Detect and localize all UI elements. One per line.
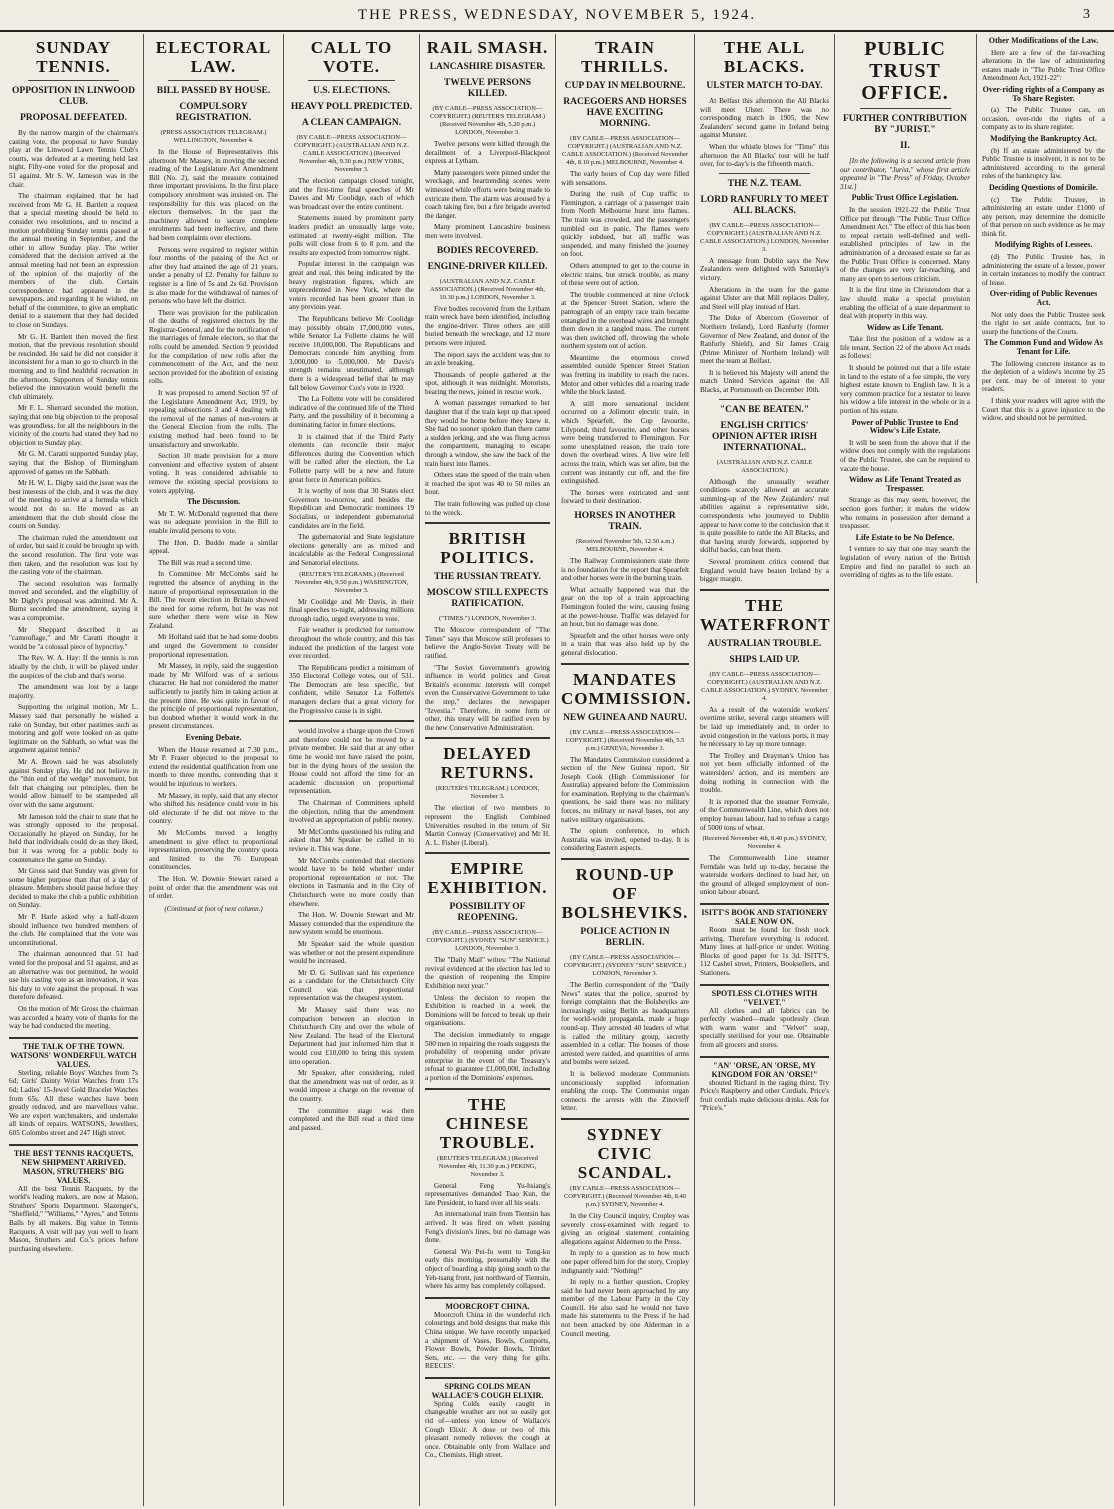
column-electoral-law [144, 34, 284, 1506]
paragraph: The election of two members to represent the English Combined Universities resulted in the return of Sir Martin Conway (Conservative) and Mr H. A. L. Fisher (Liberal). [425, 804, 550, 847]
public-trust-left [840, 34, 977, 583]
paragraph: Many prominent Lancashire business men were involved. [425, 223, 550, 240]
headline: SYDNEY CIVIC SCANDAL. [577, 1124, 673, 1182]
dateline: (BY CABLE—PRESS ASSOCIATION—COPYRIGHT.) (AUSTRALIAN AND N.Z. CABLE ASSOCIATION.) (Received November 4th, 8.10 p.m.) MELBOURNE, November 4. [561, 135, 688, 166]
dateline: (AUSTRALIAN AND N.Z. CABLE ASSOCIATION.) (Received November 4th, 10.30 p.m.) LONDON, November 3. [430, 277, 545, 301]
columns [4, 34, 1110, 1506]
dateline: (BY CABLE—PRESS ASSOCIATION—COPYRIGHT.) (REUTER'S TELEGRAM.) (Received November 4th, 5.20 p.m.) LONDON, November 3. [429, 105, 546, 136]
paragraph: On the motion of Mr Gross the chairman was accorded a hearty vote of thanks for the way he had conducted the meeting. [9, 1005, 138, 1031]
column-all-blacks [695, 34, 835, 1506]
paragraph: would involve a charge upon the Crown and therefore could not be moved by a private member. He said that at any other time he would not have raised the point, but in the dying hours of the session the House could not afford the time for an academic discussion on proportional representation. [289, 727, 414, 796]
continuation-note: (Continued at foot of next column.) [164, 904, 263, 913]
section-heading: Deciding Questions of Domicile. [989, 182, 1098, 192]
subheadline: CUP DAY IN MELBOURNE. [564, 81, 686, 91]
paragraph: Take first the position of a widow as a life tenant. Section 22 of the above Act reads as follows: [840, 335, 970, 361]
column-train-thrills [556, 34, 695, 1506]
headline: THE WATERFRONT [700, 595, 831, 634]
ad-text: All clothes and all fabrics can be perfectly washed—made spotlessly clean with warm water and "Velvet" soap, specially sterilised for your use. Obtainable from all grocers and stores. [700, 1006, 829, 1049]
dateline: (BY CABLE—PRESS ASSOCIATION—COPYRIGHT.) (AUSTRALIAN AND N.Z. CABLE ASSOCIATION.) LONDON, November 3. [700, 221, 829, 253]
subheadline: U.S. ELECTIONS. [312, 86, 391, 96]
paragraph: (b) If an estate administered by the Public Trustee is insolvent, it is not to be administered according to the general rules of the bankruptcy law. [982, 146, 1105, 181]
ad-text: Spring Colds easily caught in changeable weather are not so easily got rid of—unless you know of Wallace's Cough Elixir. A dose or two of this pleasant remedy relieves the cough at once. Obtainable only from Wallace and Co., Chemists, High street. [425, 1399, 550, 1460]
paragraph: Mr F. L. Sherrard seconded the motion, saying that one big objection to the proposal was groundless, for all the neighbours in the vicinity of the courts had stated they had no objection to Sunday play. [9, 404, 138, 447]
paragraph: Thousands of people gathered at the spot, although it was midnight. Motorists, bearing the news, joined in rescue work. [425, 370, 550, 396]
paragraph: It is believed his Majesty will attend the match United Services against the All Blacks, at Portsmouth on December 10th. [700, 368, 829, 395]
dateline: (REUTER'S TELEGRAM.) LONDON, November 3. [435, 785, 540, 801]
subheadline: OPPOSITION IN LINWOOD CLUB. [12, 86, 135, 107]
paragraph: Mr H. W. L. Digby said the issue was the best interests of the club, and it was the duty of the meeting to arrive at a formula which would not do so. He moved as an amendment that the club should close the courts on Sunday. [9, 479, 138, 531]
paragraph: "The Soviet Government's growing influence in world politics and Great Britain's economic interests will compel even the Conservative Government to take the step," declares the newspaper "Izvestia." Therefore, in some form or other, this treaty will be ratified even by the new Conservative Administration. [425, 663, 550, 732]
section-heading: The Common Fund and Widow As Tenant for Life. [984, 338, 1103, 356]
paragraph: Mr McCombs moved a lengthy amendment to give effect to proportional representation, preserving the country quota and limited to the 76 European constituencies. [149, 828, 278, 872]
headline: TRAIN THRILLS. [581, 38, 669, 76]
paragraph: Mr A. Brown said he was absolutely against Sunday play. He did not believe in the "thin end of the wedge" movement, but felt that changing our principles, then he would allow himself to be stampeded all over with the same argument. [9, 757, 138, 809]
headline: ELECTORAL LAW. [155, 38, 272, 76]
subheadline: THE RUSSIAN TREATY. [434, 572, 541, 583]
paragraph: A woman passenger remarked to her daughter that if the train kept up that speed they would be home before they knew it. She had no sooner spoken than there came a sudden jerking, and she was flung across the compartment, managing to escape through a window, she saw the back of the train burst into flames. [425, 399, 550, 468]
paragraph: In reply to a further question, Cropley said he had never been approached by any member of the Labour Party in the City Council. He also said he would not have made his statements to the Press if he had not been attacked by one Alderman in a Council meeting. [561, 1278, 689, 1338]
subheadline: FURTHER CONTRIBUTION BY "JURIST." [843, 114, 967, 135]
ad-text: Room must be found for fresh stock arriving. Therefore everything is reduced. Many lines at half-price or under. Writing Blocks of good paper for 1s 3d. ISITT'S, 112 Cashel street, Printers, Booksellers, and Stationers. [700, 926, 829, 978]
paragraph: The trouble commenced at nine o'clock at the Spencer Street Station, where the pantograph of an empty race train became entangled in the overhead wires and brought them down in a tangled mass. The current was then switched off, throwing the whole northern system out of action. [561, 290, 689, 351]
paragraph: Popular interest in the campaign was great and real, this being indicated by the heavy registration figures, which are unprecedented in New York, where the voters recorded has been greater than in any previous year. [289, 260, 414, 312]
paragraph: The Berlin correspondent of the "Daily News" states that the police, spurred by foreign complaints that the Bolsheviks are increasingly using Berlin as headquarters for world-wide propaganda, made a huge round-up. They arrested 40 leaders of what is called the military group, secretly assembled in a cellar. The houses of those arrested were raided, and quantities of arms and bombs were seized. [561, 981, 689, 1067]
advertisement [9, 1037, 138, 1138]
column-public-trust-office [835, 34, 1110, 1506]
section-heading: Other Modifications of the Law. [988, 36, 1099, 45]
paragraph: In the session 1921-22 the Public Trust Office put through "The Public Trust Office Amendment Act." The effect of this has been to repeal certain well-defined and well-established principles of law in the administration of a deceased estate so far as the Public Trust Office is concerned. Many of the changes are very far-reaching, and many are open to serious criticism. [840, 205, 970, 283]
subheadline: II. [900, 141, 910, 151]
paragraph: The La Follette vote will be considered indicative of the continued life of the Third Party, and the possibility of it becoming a dominating factor in future elections. [289, 395, 414, 430]
paragraph: (a) The Public Trustee can, on occasion, over-ride the rights of a company as to its share register. [982, 106, 1105, 132]
section-heading: Modifying the Bankruptcy Act. [990, 133, 1097, 143]
advertisement [425, 1377, 550, 1460]
paragraph: In the House of Representatives this afternoon Mr Massey, in moving the second reading of the Legislature Act Amendment Bill (No. 2), said the measure contained three important provisions. In the first place compulsory enrolment was insisted on. The responsibility for this was placed on the electors themselves. In the past the machinery allowed to secure complete enrolments had been ineffective, and there had been complaints over elections. [149, 148, 278, 242]
paragraph: Mr Sheppard described it as "camouflage," and Mr Caratti thought it would be "a colossal piece of hypocrisy." [9, 625, 138, 651]
ad-heading: THE BEST TENNIS RACQUETS, NEW SHIPMENT ARRIVED. MASON, STRUTHERS' BIG VALUES. [13, 1148, 134, 1185]
subheadline: ULSTER MATCH TO-DAY. [706, 81, 823, 91]
subheadline: MOSCOW STILL EXPECTS RATIFICATION. [426, 588, 549, 610]
subheadline: A CLEAN CAMPAIGN. [301, 118, 402, 128]
paragraph: It is reported that the steamer Fernvale, of the Commonwealth Line, which does not employ bureau labour, had to refuse a cargo of 5000 tons of wheat. [700, 797, 829, 832]
paragraph: The Hon. W. Downie Stewart and Mr Massey contended that the expenditure the new system would be enormous. [289, 911, 414, 937]
dateline: (BY CABLE—PRESS ASSOCIATION—COPYRIGHT.) (Received November 4th, 8.40 p.m.) SYDNEY, November 4. [563, 1184, 687, 1208]
ad-heading: SPRING COLDS MEAN WALLACE'S COUGH ELIXIR. [431, 1381, 544, 1400]
paragraph: (c) The Public Trustee, in administering an estate under £1000 of any person, may determine the domicile of that person on such evidence as he may think fit. [982, 195, 1105, 238]
public-trust-right [982, 37, 1105, 423]
paragraph: It is worthy of note that 30 States elect Governors to-morrow, and besides the Republican and Democratic nominees 19 Socialists, or independent gubernatorial candidates are in the field. [289, 487, 414, 530]
dateline: (PRESS ASSOCIATION TELEGRAM.) WELLINGTON, November 4. [160, 129, 267, 144]
ad-text: All the best Tennis Racquets, by the world's leading makers, are now at Mason, Struthers' Sports Department. Slazenger's, "Sheffield," "Williams," "Ayres," and Tennis Balls by all makers. Big value in Tennis Racquets. A visit will pay you well to learn Mason, Struthers and Co.'s prices before purchasing elsewhere. [9, 1184, 138, 1253]
ad-text: shouted Richard in the raging thirst. Try Price's Raspberry and other Cordials. Price's fruit cordials make delicious drinks. Ask for "Price's." [700, 1078, 829, 1113]
paragraph: The Rev. W. A. Hay: If the tennis is run ideally by the club, it will be played under the auspices of the club and that's worse. [9, 654, 138, 680]
paragraph: The chairman announced that 51 had voted for the proposal and 51 against, and as an alternative was not permitted, he would use his casting vote as an innovation, it was his duty to vote against the proposal. It was therefore defeated. [9, 950, 138, 1002]
subheadline: ENGLISH CRITICS' OPINION AFTER IRISH INTERNATIONAL. [711, 420, 818, 453]
paragraph: The Railway Commissioners state there is no foundation for the report that Spearfelt and other horses were in the burning train. [561, 556, 689, 583]
paragraph: The opium conference, to which Australia was invited, opened to-day. It is considering Eastern aspects. [561, 827, 689, 853]
paragraph: Mr G. M. Caratti supported Sunday play, saying that the Bishop of Birmingham approved of games on the Sabbath. [9, 450, 138, 476]
paragraph: Mr Gross said that Sunday was given for some higher purpose than that of a day of pleasure. Members should pause before they decided to make the club a public exhibition on Sunday. [9, 867, 138, 910]
paragraph: At Belfast this afternoon the All Blacks will meet Ulster. There was no corresponding match in 1905, the New Zealanders' second game in Ireland being against Munster. [700, 97, 829, 140]
paragraph: The Chairman of Committees upheld the objection, ruling that the amendment involved an appropriation of public money. [289, 799, 414, 825]
paragraph: In reply to a question as to how much one paper offered him for the story, Cropley indignantly said: "Nothing!" [561, 1249, 689, 1275]
subheadline: NEW GUINEA AND NAURU. [563, 712, 687, 723]
paragraph: The Bill was read a second time. [158, 558, 253, 567]
subheadline: ENGINE-DRIVER KILLED. [427, 261, 548, 272]
paragraph: I venture to say that one may search the legislation of every nation of the British Empire and find no parallel to such an overriding of rights as to the life estate. [840, 545, 970, 580]
paragraph: Mr Massey said there was no comparison between an election in Christchurch City and over the whole of New Zealand. The head of the Electoral Department had just informed him that it would cost £10,000 to bring this system into operation. [289, 1006, 414, 1066]
paragraph: The Commonwealth Line steamer Ferndale was held up to-day, because the waterside workers declined to load her, on the ground of alleged employment of non-union labour aboard. [700, 854, 829, 897]
ad-heading: SPOTLESS CLOTHES WITH "VELVET." [711, 988, 818, 1007]
ad-heading: MOORCROFT CHINA. [445, 1301, 530, 1311]
paragraph: During the rush of Cup traffic to Flemington, a carriage of a passenger train from North Melbourne burst into flames. The train was crowded, and the passengers tumbled out in panic. The flames were quickly subdued, but all traffic was suspended, and many finished the journey on foot. [561, 190, 689, 259]
paragraph: The Trolley and Drayman's Union has not yet been officially informed of the watersiders' action, and its members are doing nothing in connection with the trouble. [700, 751, 829, 795]
paragraph: There was provision for the publication of the deaths of registered electors by the Registrar-General, and for the notification of the marriages of female electors, so that the rolls could be amended. Section 9 provided for the compilation of new rolls after the commencement of the Act, and the next section provided for the abolition of existing rolls. [149, 308, 278, 386]
paragraph: Although the unusually weather conditions scarcely allowed an accurate summing-up of the New Zealanders' real abilities against a representative side, correspondents who journeyed to Dublin appear to have come to the conclusion that it is quite possible to rattle the All Blacks, and that having sturdy forwards, supported by skilful backs, can beat them. [700, 477, 829, 555]
dateline: ("TIMES.") LONDON, November 3. [438, 615, 536, 623]
section-heading: Widow as Life Tenant Treated as Trespasser. [848, 475, 962, 493]
dateline: (BY CABLE—PRESS ASSOCIATION—COPYRIGHT.) (SYDNEY "SUN" SERVICE.) LONDON, November 3. [426, 929, 549, 953]
masthead [0, 0, 1114, 32]
paragraph: It will be seen from the above that if the widow does not comply with the regulations of the Public Trustee, she can be required to vacate the house. [840, 438, 970, 473]
paragraph: Fair weather is predicted for tomorrow throughout the whole country, and this has induced the prediction of the largest vote ever recorded. [289, 626, 414, 661]
headline: BRITISH POLITICS. [440, 529, 535, 568]
headline: RAIL SMASH. [426, 38, 549, 57]
headline: THE ALL BLACKS. [723, 38, 806, 76]
subheadline: RACEGOERS AND HORSES HAVE EXCITING MORNING. [563, 97, 687, 129]
paragraph: When the House resumed at 7.30 p.m., Mr P. Fraser objected to the proposal to extend the residential qualification from one month to three months, contending that it would be injurious to workers. [149, 745, 278, 788]
paragraph: General Feng Yu-hsiang's representatives demanded Tsao Kun, the late President, to hand over all his seals. [425, 1181, 550, 1207]
dateline: (BY CABLE—PRESS ASSOCIATION—COPYRIGHT.) (AUSTRALIAN AND N.Z. CABLE ASSOCIATION.) (Received November 4th, 9.30 p.m.) NEW YORK, November 3. [294, 134, 409, 173]
paragraph: Mr G. H. Bartlett then moved the first motion, that the previous resolution should be rescinded. He said he did not consider it inconsistent for a man to go to church in the morning and to find healthful recreation in the afternoon. Supporters of Sunday tennis believed the innovation would benefit the club ultimately. [9, 332, 138, 401]
advertisement [425, 1297, 550, 1371]
paragraph: A still more sensational incident occurred on a Jolimont electric train, in which Spearfelt, the Cup favourite, Lilypond, third favourite, and other horses were being transferred to Flemington. For some unexplained reason, the train tore down the overhead wires. A live wire fell across the train, which was set afire, but the current was instantly cut off, and the fire extinguished. [561, 399, 689, 486]
section-heading: Over-riding of Public Revenues Act. [989, 289, 1098, 308]
advertisement [700, 984, 829, 1050]
subheadline: "CAN BE BEATEN." [719, 404, 810, 415]
paragraph: Strange as this may seem, however, the section goes further; it makes the widow who remains in possession after demand a trespasser. [840, 496, 970, 531]
section-heading: Power of Public Trustee to End Widow's Life Estate. [851, 417, 959, 436]
subheadline: POSSIBILITY OF REOPENING. [449, 902, 526, 924]
column-call-to-vote [284, 34, 420, 1506]
paragraph: In the City Council inquiry, Cropley was severely cross-examined with regard to giving an original statement containing allegations against Aldermen to the Press. [561, 1211, 689, 1246]
paragraph: The amendment was lost by a large majority. [9, 683, 138, 700]
dateline: (BY CABLE—PRESS ASSOCIATION—COPYRIGHT.) (AUSTRALIAN AND N.Z. CABLE ASSOCIATION.) SYDNEY, November 4. [701, 670, 828, 702]
paragraph: Supporting the original motion, Mr L. Massey said that personally he wished a rake on Sunday, but other pastimes such as motoring and golf were looked on as quite legitimate on the Sabbath, so what was the argument against tennis? [9, 703, 138, 755]
subheadline: THE N.Z. TEAM. [727, 178, 802, 189]
headline: MANDATES COMMISSION. [561, 669, 692, 708]
subheadline: SHIPS LAID UP. [729, 654, 800, 665]
paragraph: The Republicans believe Mr Coolidge may possibly obtain 17,000,000 votes, while Senator La Follette claims he will receive 10,000,000. The Republicans and Democrats concede him anything from 3,000,000 to 5,000,000. Mr Davis's strength remains unestimated, although there is a widespread belief that he may fall below Governor Cox's vote in 1920. [289, 314, 414, 392]
subheadline: LANCASHIRE DISASTER. [429, 62, 546, 72]
paragraph: The gubernatorial and State legislature elections generally are as mixed and incalculable as the Federal Congressional and Senatorial elections. [289, 533, 414, 567]
intro: [In the following is a second article from our contributor, "Jurist," whose first article appeared in "The Press" of Friday, October 31st.] [840, 157, 970, 191]
ad-heading: THE TALK OF THE TOWN. WATSONS' WONDERFUL WATCH VALUES. [10, 1041, 137, 1069]
paragraph: Twelve persons were killed through the derailment of a Liverpool-Blackpool express at Lytham. [425, 140, 550, 166]
paragraph: Mr McCombs questioned his ruling and asked that Mr Speaker be called in to review it. This was done. [289, 827, 414, 853]
ad-text: Sterling, reliable Boys' Watches from 7s 6d; Girls' Dainty Wrist Watches from 17s 6d; Ladies' 15-Jewel Gold Bracelet Watches from 65s. All these watches have been greatly reduced, and are marvellous value. We are expert watchmakers, and undertake all kinds of repairs. WATSONS, Jewellers, 605 Colombo street and 247 High street. [9, 1068, 138, 1137]
paragraph: Mr Jameson told the chair to state that he was strongly opposed to the proposal. Occasionally he played on Sunday, for he held that individuals could do as they liked, but it was wrong for a public body to countenance the game on Sunday. [9, 812, 138, 864]
paragraph: Mr Speaker said the whole question was whether or not the present expenditure would be increased. [289, 939, 414, 966]
subheadline: PROPOSAL DEFEATED. [20, 113, 127, 123]
paragraph: What actually happened was that the gear on the top of a train approaching Flemington fouled the wire, causing fusing at the power-house. Traffic was delayed for an hour, but no damage was done. [561, 585, 689, 629]
paragraph: The Hon. W. Downie Stewart raised a point of order that the amendment was out of order. [149, 874, 278, 901]
advertisement [700, 903, 829, 978]
subheadline: BODIES RECOVERED. [436, 245, 539, 256]
paragraph: The second resolution was formally moved and seconded, and the eligibility of Mr Digby's proposal was admitted. Mr A. Burns seconded the amendment, saying it was a compromise. [9, 579, 138, 623]
paragraph: The election campaign closed tonight, and the first-time final speeches of Mr Dawes and Mr Coolidge, each of which was broadcast over the entire continent. [289, 177, 414, 211]
column-sunday-tennis [4, 34, 144, 1506]
column-rail-smash [420, 34, 556, 1506]
paragraph: Not only does the Public Trustee seek the right to set aside contracts, but to usurp the functions of the Courts. [982, 310, 1105, 336]
paragraph: By the narrow margin of the chairman's casting vote, the proposal to have Sunday play at the Linwood Lawn Tennis Club's courts, was defeated at a meeting held last night. Fifty-one voted for the proposal and 51 against. Mr S. W. Jameson was in the chair. [9, 129, 138, 189]
subheadline: LORD RANFURLY TO MEET ALL BLACKS. [700, 194, 829, 216]
paragraph: The decision immediately to engage 500 men in repairing the roads suggests the probability of reopening under private enterprise in the event of the Treasury's refusal to guarantee £1,000,000, including a portion of the Dominions' expenses. [425, 1031, 550, 1082]
ad-text: Moorcroft China in the wonderful rich colourings and bold designs that make this China unique. We have recently unpacked a shipment of Vases, Bowls, Comports, Flower Bowls, Powder Bowls, Trinket Sets, etc. — the very thing for gifts. REECES'. [425, 1310, 550, 1371]
paragraph: In Committee Mr McCombs said he regretted the absence of anything in the nature of proportional representation in the Bill. The recent election in Britain showed the need for some reform, but he was not sure whether there were wise in New Zealand. [149, 570, 278, 630]
subheadline: HEAVY POLL PREDICTED. [290, 102, 413, 112]
dateline: (REUTER'S TELEGRAMS.) (Received November 4th, 9.50 p.m.) WASHINGTON, November 3. [294, 570, 409, 594]
masthead-title: THE PRESS, WEDNESDAY, NOVEMBER 5, 1924. [357, 7, 757, 23]
paragraph: Meantime the enormous crowd assembled outside Spencer Street Station was fretting its inability to reach the races. Motor and other vehicles did a roaring trade while the block lasted. [561, 353, 689, 397]
ad-heading: "AN' 'ORSE, AN 'ORSE, MY KINGDOM FOR AN 'ORSE!" [711, 1060, 818, 1079]
paragraph: Mr Speaker, after considering, ruled that the amendment was out of order, as it would impose a charge on the revenue of the country. [289, 1069, 414, 1103]
section-heading: Public Trust Office Legislation. [851, 193, 959, 203]
subheadline: TWELVE PERSONS KILLED. [443, 78, 532, 99]
paragraph: The "Daily Mail" writes: "The National revival evidenced at the election has led to the question of reopening the Empire Exhibition next year." [425, 956, 550, 991]
advertisement [9, 1144, 138, 1254]
paragraph: General Wu Pei-fu went to Tong-ku early this morning, presumably with the object of boarding a ship going south to the Yeh-tsang front, just northward of Tientsin, where his army has completely collapsed. [425, 1247, 550, 1291]
paragraph: (d) The Public Trustee has, in administering the estate of a lessee, power in certain instances to modify the contract of lease. [982, 253, 1105, 287]
section-heading: Evening Debate. [185, 733, 242, 742]
paragraph: The train following was pulled up close to the wreck. [425, 500, 550, 517]
paragraph: Mr Massey, in reply, said the suggestion made by Mr Wilford was of a serious character. He had not considered the matter sufficiently to justify him in taking action at the present time. He was quite in favour of the principle of proportional representation, but doubted whether it would work in the present circumstances. [149, 662, 278, 731]
paragraph: Unless the decision to reopen the Exhibition is reached in a week the Dominions will be forced to break up their organisations. [425, 993, 550, 1028]
headline: DELAYED RETURNS. [440, 744, 535, 783]
paragraph: Persons were required to register within four months of the passing of the Act or after they had attained the age of 21 years, under a penalty of £2. Penalty for failure to register is a fine of 5s and 2s 6d. Provision is also made for the withdrawal of names of persons who have left the district. [149, 245, 278, 306]
paragraph: The chairman ruled the amendment out of order, but said it could be brought up with the second resolution. The first vote was then taken, and the resolution was lost by the casting vote of the chairman. [9, 533, 138, 577]
paragraph: Statements issued by prominent party leaders predict an unusually large vote, estimated at twenty-eight million. The polls will close from 6 to 8 p.m. and the results are expected from tomorrow night. [289, 214, 414, 257]
paragraph: The Hon. D. Buddo made a similar appeal. [149, 538, 278, 556]
subheadline: BILL PASSED BY HOUSE. [156, 86, 271, 96]
paragraph: Section 10 made provision for a more convenient and effective system of absent voting. It was considered advisable to remove the existing special provisions to voters applying. [149, 452, 278, 495]
dateline: (Received November 4th, 8.40 p.m.) SYDNEY, November 4. [702, 835, 827, 851]
section-heading: Life Estate to be No Defence. [855, 532, 955, 542]
section-heading: Over-riding rights of a Company as To Share Register. [982, 84, 1105, 103]
paragraph: An international train from Tientsin has arrived. It was fired on when passing Feng's division's lines, but no damage was done. [425, 1210, 550, 1245]
paragraph: It is believed moderate Communists unconsciously supplied information enabling the coup. The Communist organ connects the arrests with the Zinovieff letter. [561, 1069, 689, 1113]
headline: THE CHINESE TROUBLE. [439, 1094, 536, 1152]
ad-heading: ISITT'S BOOK AND STATIONERY SALE NOW ON. [701, 908, 828, 927]
paragraph: Alterations in the team for the game against Ulster are that Mill replaces Dalley, and Steel will play instead of Hart. [700, 285, 829, 311]
paragraph: The following concrete instance as to the depletion of a widow's income by 25 per cent. may be of interest to your readers. [982, 359, 1105, 394]
paragraph: Many passengers were pinned under the wreckage, and heartrending scenes were witnessed while efforts were being made to extricate them. The alarm was aroused by a coach taking fire, but a fire brigade averted the danger. [425, 168, 550, 220]
paragraph: The Moscow correspondent of "The Times" says that Moscow still professes to believe the Anglo-Soviet Treaty will be ratified. [425, 626, 550, 660]
subheadline: COMPULSORY REGISTRATION. [175, 102, 252, 123]
paragraph: The Mandates Commission considered a section of the New Guinea report. Sir Joseph Cook (High Commissioner for Australia) appeared before the Commission for examination. Replying to the chairman's questions, he said there was no military forces, no military or naval bases, nor any native military organisations. [561, 755, 689, 824]
paragraph: Mr P. Harle asked why a half-dozen should influence two hundred members of the club. He complained that the vote was unconstitutional. [9, 913, 138, 947]
paragraph: It was proposed to amend Section 97 of the Legislature Amendment Act, 1919, by repealing subsections 3 and 4 dealing with the removal of the names of non-voters at the General Election from the rolls. The existing method had been found to be unsatisfactory and unworkable. [149, 389, 278, 449]
paragraph: Mr D. G. Sullivan said his experience as a candidate for the Christchurch City Council was that proportional representation was the cheapest system. [289, 968, 414, 1003]
paragraph: Several prominent critics contend that England would have beaten Ireland by a bigger margin. [700, 558, 829, 584]
section-heading: The Discussion. [186, 497, 241, 507]
paragraph: Mr T. W. McDonald regretted that there was no adequate provision in the Bill to enable invalid persons to vote. [149, 509, 278, 535]
paragraph: The early hours of Cup day were filled with sensations. [561, 170, 689, 187]
headline: SUNDAY TENNIS. [35, 38, 112, 76]
dateline: (AUSTRALIAN AND N.Z. CABLE ASSOCIATION.) [716, 458, 813, 474]
dateline: (REUTER'S TELEGRAM.) (Received November 4th, 11.30 p.m.) PEKING, November 3. [437, 1154, 538, 1178]
paragraph: Spearfelt and the other horses were only in a train that was also held up by the general dislocation. [561, 631, 689, 657]
paragraph: The committee stage was then completed and the Bill read a third time and passed. [289, 1106, 414, 1132]
paragraph: The chairman explained that he had received from Mr G. H. Bartlett a request that a special meeting should be held to consider two resolutions, and to rescind a motion prohibiting Sunday tennis passed at the annual meeting in September, and the other to allow Sunday play. The writer considered that the decision arrived at the annual meeting had not been an expression of the opinion of the majority of the members of the club. Certain correspondence had appeared in the newspapers, and regarding it he wished, on behalf of the committee, to give an emphatic denial to a statement that they had decided to close on Sundays. [9, 192, 138, 330]
paragraph: It is the first time in Christendom that a law should make a special provision enabling the official of a state department to deal with property in this way. [840, 286, 970, 321]
paragraph: I think your readers will agree with the Court that this is a grave injustice to the widow, and should not be permitted. [982, 396, 1105, 423]
paragraph: Here are a few of the far-reaching alterations in the law of administering estates made in "The Public Trust Office Amendment Act, 1921-22": [982, 48, 1105, 83]
dateline: (BY CABLE—PRESS ASSOCIATION—COPYRIGHT.) (Received November 4th, 5.5 p.m.) GENEVA, November 3. [565, 728, 685, 752]
paragraph: The Republicans predict a minimum of 350 Electoral College votes, out of 531. The Democrats are less specific, but confident, while Senator La Follette's managers declare that a great victory for the Progressive cause is in sight. [289, 663, 414, 715]
paragraph: Mr McCombs contended that elections would have to be held whether under proportional representation or not. The elections in Tasmania and in the City of Christchurch were no more costly than elsewhere. [289, 856, 414, 908]
paragraph: Others state the speed of the train when it reached the spot was 40 to 50 miles an hour. [425, 471, 550, 497]
paragraph: Mr Coolidge and Mr Davis, in their final speeches to-night, addressing millions through radio, urged everyone to vote. [289, 597, 414, 623]
headline: ROUND-UP OF BOLSHEVIKS. [561, 865, 689, 923]
section-heading: Widow as Life Tenant. [866, 322, 944, 332]
headline: PUBLIC TRUST OFFICE. [861, 38, 949, 104]
section-heading: Modifying Rights of Lessees. [994, 240, 1093, 250]
advertisement [700, 1056, 829, 1113]
page-number: 3 [1083, 7, 1092, 22]
headline: CALL TO VOTE. [310, 38, 393, 76]
dateline: (Received November 5th, 12.50 a.m.) MELBOURNE, November 4. [575, 537, 675, 553]
subheadline: AUSTRALIAN TROUBLE. [707, 638, 822, 649]
paragraph: The horses were extricated and sent forward to their destination. [561, 488, 689, 506]
paragraph: As a result of the waterside workers' overtime strike, several cargo steamers will be laid up immediately and, in order to avoid congestion in the various ports, it may be necessary to lay up more tonnage. [700, 705, 829, 749]
paragraph: Mr Massey, in reply, said that any elector who shifted his residence could vote in his old electorate if he did not move to the country. [149, 791, 278, 826]
dateline: (BY CABLE—PRESS ASSOCIATION—COPYRIGHT.) (SYDNEY "SUN" SERVICE.) LONDON, November 3. [563, 954, 687, 978]
paragraph: When the whistle blows for "Time" this afternoon the All Blacks' tour will be half over, for to-day's is the fifteenth match. [700, 142, 829, 169]
paragraph: It is claimed that if the Third Party elements can reconcile their major differences during the Convention which will be called after the election, the La Follette party will be a new and future great force in American politics. [289, 432, 414, 484]
subheadline: POLICE ACTION IN BERLIN. [580, 927, 670, 949]
paragraph: A message from Dublin says the New Zealanders were delighted with Saturday's victory. [700, 256, 829, 282]
paragraph: Mr Holland said that he had some doubts and urged the Government to consider proportional representation. [149, 633, 278, 659]
headline: EMPIRE EXHIBITION. [427, 859, 548, 898]
paragraph: Five bodies recovered from the Lytham train wreck have been identified, including the engine-driver. Three others are still buried beneath the wreckage, and 12 more persons were injured. [425, 304, 550, 347]
paragraph: It should be pointed out that a life estate in land to the estate of a fee simple, the very highest estate known to English law. It is a very common practice for a testator to leave his widow a life interest in the whole or in a portion of his estate. [840, 364, 970, 416]
paragraph: Others attempted to get to the course in electric trains, but struck trouble, as many of these were out of action. [561, 261, 689, 288]
paragraph: The Duke of Abercorn (Governor of Northern Ireland), Lord Ranfurly (former Governor of New Zealand, and donor of the Ranfurly Shield), and Sir James Craig (Prime Minister of Northern Ireland) will meet the team at Belfast. [700, 314, 829, 366]
paragraph: The report says the accident was due to an axle breaking. [425, 350, 550, 368]
subheadline: HORSES IN ANOTHER TRAIN. [574, 510, 676, 532]
